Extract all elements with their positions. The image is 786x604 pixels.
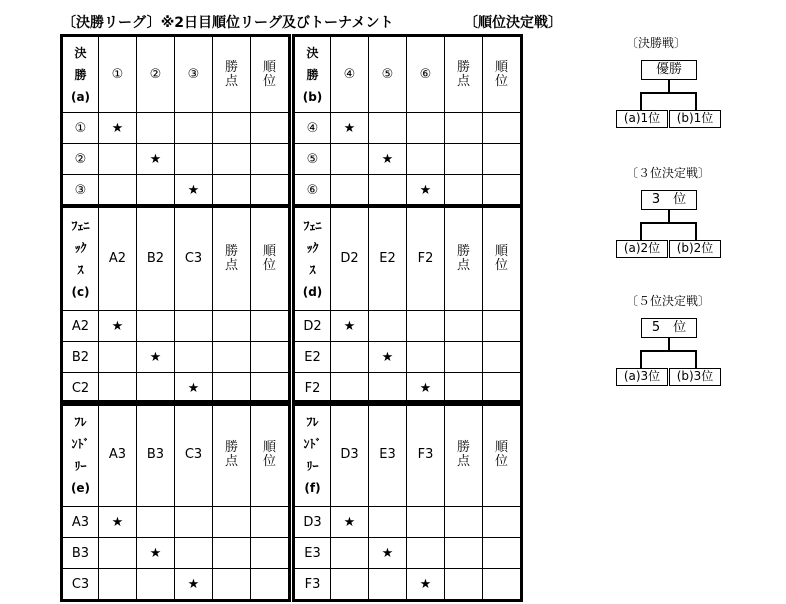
row-header-team: F2 [295, 373, 331, 404]
table-label-part: ｽ [309, 262, 316, 277]
row-header-team: C2 [63, 373, 99, 404]
diagonal-star: ★ [407, 373, 445, 404]
result-cell [331, 373, 369, 404]
result-cell [213, 175, 251, 206]
column-header-rank-text: 順位 [262, 439, 276, 469]
column-header-rank [483, 37, 521, 113]
table-label-part: 勝 [74, 67, 87, 82]
bracket-line [695, 350, 697, 368]
result-cell [407, 538, 445, 569]
result-cell [99, 342, 137, 373]
league-table-6 [294, 402, 521, 600]
table-label-part: ﾌﾚ [74, 414, 87, 429]
row-header-team: C3 [63, 569, 99, 600]
bracket-line [668, 210, 670, 222]
table-label-part: ｽ [77, 262, 84, 277]
bracket-line [640, 92, 642, 110]
table-row [63, 373, 289, 404]
column-header-team: E3 [369, 403, 407, 507]
column-header-team: B2 [137, 207, 175, 311]
bracket-line [640, 222, 642, 240]
column-header-rank [251, 207, 289, 311]
row-header-team: ③ [63, 175, 99, 206]
column-header-points-text: 勝点 [456, 59, 470, 89]
result-cell [251, 175, 289, 206]
column-header-team: C3 [175, 403, 213, 507]
table-row [295, 311, 521, 342]
bracket-line [668, 338, 670, 350]
table-row [295, 144, 521, 175]
row-header-team: F3 [295, 569, 331, 600]
result-cell [99, 569, 137, 600]
result-cell [251, 569, 289, 600]
table-row [63, 569, 289, 600]
result-cell [99, 175, 137, 206]
table-label-part: (f) [304, 480, 321, 495]
bracket-left-slot: (a)3位 [616, 368, 668, 386]
column-header-rank [483, 207, 521, 311]
result-cell [445, 311, 483, 342]
table-label-part: ﾌｪﾆ [303, 218, 322, 233]
column-header-team: ① [99, 37, 137, 113]
result-cell [251, 538, 289, 569]
result-cell [137, 373, 175, 404]
table-row [63, 538, 289, 569]
column-header-points-text: 勝点 [224, 243, 238, 273]
result-cell [137, 569, 175, 600]
result-cell [331, 175, 369, 206]
row-header-team: ④ [295, 113, 331, 144]
table-label-part: ﾘｰ [74, 458, 87, 473]
column-header-team: E2 [369, 207, 407, 311]
result-cell [175, 144, 213, 175]
column-header-rank-text: 順位 [262, 59, 276, 89]
column-header-team: ② [137, 37, 175, 113]
row-header-team: A3 [63, 507, 99, 538]
ranking-title: 〔順位決定戦〕 [464, 15, 562, 31]
result-cell [483, 373, 521, 404]
table-label-part: ﾌｪﾆ [71, 218, 90, 233]
result-cell [445, 144, 483, 175]
table-label-part: (d) [302, 284, 323, 299]
result-cell [483, 342, 521, 373]
diagonal-star: ★ [369, 144, 407, 175]
diagonal-star: ★ [137, 538, 175, 569]
column-header-team: D3 [331, 403, 369, 507]
column-header-points-text: 勝点 [456, 439, 470, 469]
result-cell [175, 507, 213, 538]
bracket-line [695, 222, 697, 240]
row-header-team: E2 [295, 342, 331, 373]
column-header-team: B3 [137, 403, 175, 507]
diagonal-star: ★ [137, 342, 175, 373]
diagonal-star: ★ [175, 373, 213, 404]
result-cell [99, 538, 137, 569]
column-header-team: D2 [331, 207, 369, 311]
result-cell [251, 311, 289, 342]
table-label-part: ｯｸ [306, 240, 319, 255]
bracket-line [695, 92, 697, 110]
table-row [63, 175, 289, 206]
column-header-rank [251, 37, 289, 113]
column-header-team: ⑤ [369, 37, 407, 113]
row-header-team: A2 [63, 311, 99, 342]
bracket-line [640, 92, 696, 94]
result-cell [251, 113, 289, 144]
result-cell [251, 144, 289, 175]
result-cell [213, 144, 251, 175]
result-cell [137, 113, 175, 144]
result-cell [407, 144, 445, 175]
result-cell [251, 342, 289, 373]
row-header-team: D2 [295, 311, 331, 342]
diagonal-star: ★ [175, 569, 213, 600]
result-cell [213, 373, 251, 404]
row-header-team: ② [63, 144, 99, 175]
table-label-part: (a) [70, 89, 91, 104]
table-label-part: ｯｸ [74, 240, 87, 255]
bracket-right-slot: (b)3位 [669, 368, 721, 386]
column-header-points [213, 37, 251, 113]
result-cell [445, 569, 483, 600]
column-header-points [445, 207, 483, 311]
row-header-team: B3 [63, 538, 99, 569]
result-cell [213, 113, 251, 144]
column-header-team: A2 [99, 207, 137, 311]
result-cell [483, 144, 521, 175]
result-cell [407, 342, 445, 373]
table-label [295, 207, 331, 311]
column-header-team: A3 [99, 403, 137, 507]
column-header-points [445, 403, 483, 507]
column-header-points [213, 403, 251, 507]
row-header-team: ① [63, 113, 99, 144]
table-label [295, 37, 331, 113]
result-cell [99, 144, 137, 175]
table-row [295, 373, 521, 404]
result-cell [137, 175, 175, 206]
bracket-line [640, 350, 696, 352]
column-header-rank [251, 403, 289, 507]
table-row [295, 507, 521, 538]
result-cell [331, 144, 369, 175]
table-label-part: (b) [302, 89, 323, 104]
bracket-left-slot: (a)2位 [616, 240, 668, 258]
result-cell [369, 569, 407, 600]
result-cell [251, 373, 289, 404]
diagonal-star: ★ [99, 113, 137, 144]
diagonal-star: ★ [137, 144, 175, 175]
result-cell [369, 311, 407, 342]
bracket-caption: 〔３位決定戦〕 [626, 166, 711, 180]
result-cell [483, 538, 521, 569]
diagonal-star: ★ [99, 507, 137, 538]
table-row [295, 175, 521, 206]
result-cell [407, 311, 445, 342]
result-cell [369, 175, 407, 206]
result-cell [331, 569, 369, 600]
result-cell [331, 538, 369, 569]
table-row [63, 342, 289, 373]
table-label-part: 決 [74, 45, 87, 60]
column-header-team: ③ [175, 37, 213, 113]
diagonal-star: ★ [369, 342, 407, 373]
bracket-line [640, 222, 696, 224]
result-cell [213, 538, 251, 569]
diagonal-star: ★ [99, 311, 137, 342]
result-cell [407, 113, 445, 144]
table-label-part: (c) [71, 284, 90, 299]
result-cell [137, 311, 175, 342]
bracket-winner-box: 優勝 [641, 60, 697, 80]
diagonal-star: ★ [175, 175, 213, 206]
result-cell [369, 373, 407, 404]
result-cell [175, 342, 213, 373]
result-cell [331, 342, 369, 373]
table-label-part: 決 [306, 45, 319, 60]
bracket-right-slot: (b)1位 [669, 110, 721, 128]
result-cell [445, 507, 483, 538]
table-row [63, 113, 289, 144]
diagonal-star: ★ [407, 569, 445, 600]
result-cell [175, 113, 213, 144]
result-cell [445, 373, 483, 404]
table-row [295, 342, 521, 373]
diagonal-star: ★ [331, 113, 369, 144]
row-header-team: D3 [295, 507, 331, 538]
bracket-left-slot: (a)1位 [616, 110, 668, 128]
bracket-line [640, 350, 642, 368]
result-cell [407, 507, 445, 538]
column-header-team: F2 [407, 207, 445, 311]
diagonal-star: ★ [331, 507, 369, 538]
column-header-rank-text: 順位 [494, 243, 508, 273]
result-cell [445, 342, 483, 373]
table-label [63, 37, 99, 113]
table-label-part: 勝 [306, 67, 319, 82]
column-header-team: ④ [331, 37, 369, 113]
result-cell [445, 538, 483, 569]
result-cell [213, 311, 251, 342]
league-table-2 [294, 36, 521, 206]
column-header-rank [483, 403, 521, 507]
bracket-winner-box: 3 位 [641, 190, 697, 210]
bracket-caption: 〔決勝戦〕 [626, 36, 687, 50]
result-cell [483, 113, 521, 144]
table-row [295, 569, 521, 600]
row-header-team: ⑥ [295, 175, 331, 206]
table-row [63, 144, 289, 175]
result-cell [251, 507, 289, 538]
column-header-team: F3 [407, 403, 445, 507]
result-cell [483, 569, 521, 600]
table-row [295, 113, 521, 144]
column-header-team: ⑥ [407, 37, 445, 113]
main-title: 〔決勝リーグ〕※2日目順位リーグ及びトーナメント [62, 15, 394, 31]
diagonal-star: ★ [331, 311, 369, 342]
result-cell [99, 373, 137, 404]
table-label-part: ﾌﾚ [306, 414, 319, 429]
table-label [295, 403, 331, 507]
bracket-winner-box: 5 位 [641, 318, 697, 338]
row-header-team: ⑤ [295, 144, 331, 175]
column-header-points-text: 勝点 [456, 243, 470, 273]
result-cell [213, 342, 251, 373]
column-header-points [213, 207, 251, 311]
table-label [63, 207, 99, 311]
result-cell [483, 311, 521, 342]
result-cell [369, 507, 407, 538]
result-cell [213, 569, 251, 600]
table-label-part: ﾘｰ [306, 458, 319, 473]
row-header-team: B2 [63, 342, 99, 373]
bracket-line [668, 80, 670, 92]
column-header-rank-text: 順位 [494, 439, 508, 469]
result-cell [483, 507, 521, 538]
result-cell [483, 175, 521, 206]
table-row [63, 311, 289, 342]
table-row [295, 538, 521, 569]
result-cell [175, 311, 213, 342]
diagonal-star: ★ [369, 538, 407, 569]
result-cell [213, 507, 251, 538]
bracket-caption: 〔５位決定戦〕 [626, 294, 711, 308]
column-header-points [445, 37, 483, 113]
league-table-4 [294, 206, 521, 404]
column-header-rank-text: 順位 [494, 59, 508, 89]
result-cell [369, 113, 407, 144]
column-header-points-text: 勝点 [224, 439, 238, 469]
table-label-part: (e) [70, 480, 91, 495]
row-header-team: E3 [295, 538, 331, 569]
result-cell [445, 113, 483, 144]
league-table-3 [62, 206, 289, 404]
table-row [63, 507, 289, 538]
league-table-1 [62, 36, 289, 206]
result-cell [445, 175, 483, 206]
table-label-part: ﾝﾄﾞ [303, 436, 322, 451]
column-header-points-text: 勝点 [224, 59, 238, 89]
column-header-rank-text: 順位 [262, 243, 276, 273]
column-header-team: C3 [175, 207, 213, 311]
result-cell [175, 538, 213, 569]
bracket-right-slot: (b)2位 [669, 240, 721, 258]
table-label-part: ﾝﾄﾞ [71, 436, 90, 451]
result-cell [137, 507, 175, 538]
diagonal-star: ★ [407, 175, 445, 206]
league-table-5 [62, 402, 289, 600]
table-label [63, 403, 99, 507]
